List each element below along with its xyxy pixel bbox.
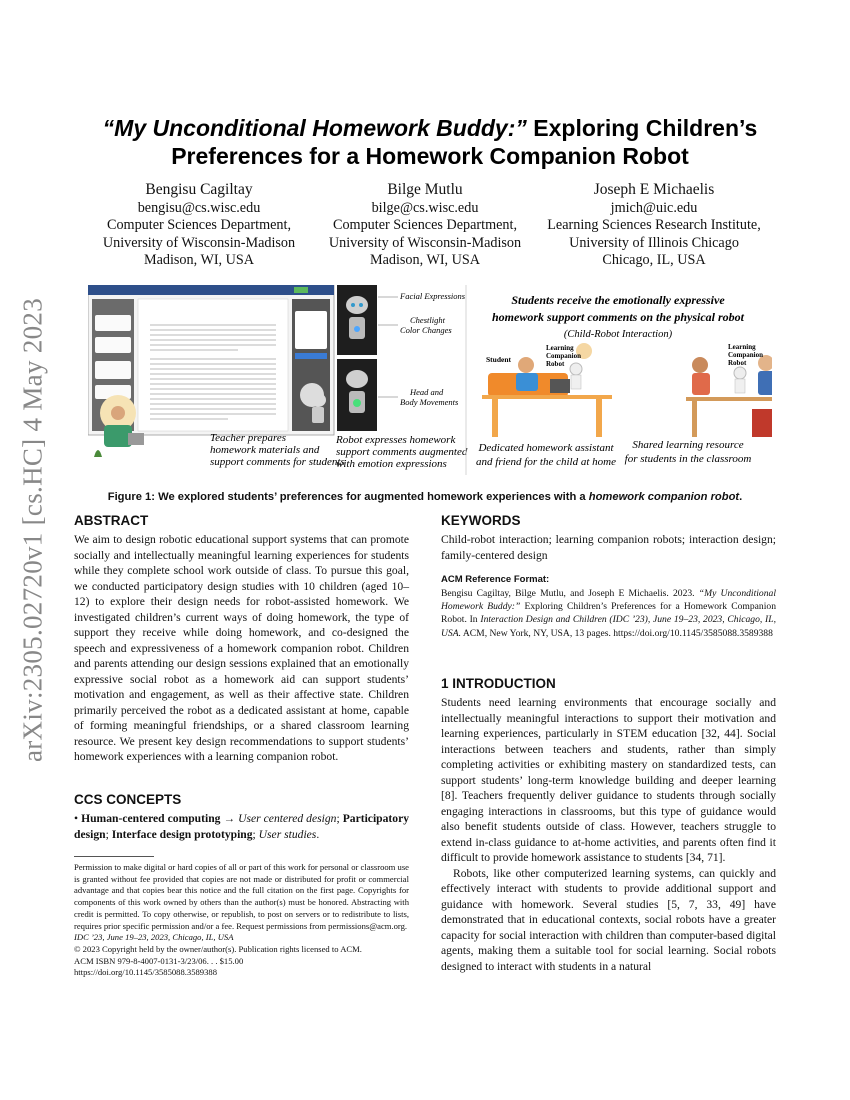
doi: https://doi.org/10.1145/3585088.3589388 (74, 967, 217, 978)
robot-line2: support comments augmented (336, 446, 468, 458)
title-line2: Preferences for a Homework Companion Robot (171, 143, 689, 169)
author-name: Bengisu Cagiltay (145, 181, 253, 198)
label-color-changes: Color Changes (400, 325, 452, 335)
right-column (441, 513, 776, 563)
left-column (74, 513, 409, 765)
author-univ: University of Illinois Chicago (569, 234, 739, 251)
author-dept: Computer Sciences Department, (333, 217, 517, 234)
author-dept: Learning Sciences Research Institute, (547, 217, 761, 234)
dedicated-line2: and friend for the child at home (476, 456, 616, 468)
abstract-heading: ABSTRACT (74, 513, 149, 528)
caption-text: Figure 1: We explored students’ preferences for augmented homework experiences with a (107, 491, 589, 503)
intro-paragraph-1: Students need learning environments that encourage socially and intellectually meaningful interactions to support their motivation and learning experiences, particularly in STEM education [32, 44]. Social interactions between teachers and students, rather than simply completing activities or exhibiting mastery on standardized tests, can support students’ long-term knowledge building and deeper learning [8]. Teachers frequently deliver guidance to students through socially engaging interactions in classrooms, but this type of guidance would also benefit students outside of class. However, teachers struggle to extend in-class guidance to at-home activities, and parents often find it difficult to provide homework assistance to students [34, 71]. (441, 696, 776, 864)
paper-title (60, 114, 800, 170)
copyright: © 2023 Copyright held by the owner/author(s). Publication rights licensed to ACM. (74, 943, 362, 954)
label-lcr-class-2: Companion (728, 351, 764, 359)
label-lcr-home-1: Learning (546, 344, 574, 352)
figure-1 (88, 285, 772, 475)
author-3 (539, 180, 769, 269)
label-body-movements: Body Movements (400, 397, 459, 407)
footnote-rule (74, 856, 154, 857)
caption-end: . (739, 491, 743, 503)
author-loc: Madison, WI, USA (143, 251, 255, 268)
keywords-text: Child-robot interaction; learning companion robots; interaction design; family-centered design (441, 533, 776, 562)
right-title-line1: Students receive the emotionally expressive (511, 293, 725, 307)
label-lcr-class-3: Robot (728, 359, 747, 367)
acm-reference (441, 574, 776, 640)
label-head: Head and (410, 387, 444, 397)
author-2 (310, 180, 540, 269)
author-name: Bilge Mutlu (387, 181, 463, 198)
author-univ: University of Wisconsin-Madison (102, 234, 296, 251)
title-rest: Exploring Children’s (526, 115, 758, 141)
ccs-heading: CCS CONCEPTS (74, 792, 182, 807)
teacher-line2: homework materials and (210, 444, 320, 456)
label-lcr-class-1: Learning (728, 343, 756, 351)
abstract-text: We aim to design robotic educational support systems that can promote socially and intellectually meaningful learning experiences for students while they complete school work outside of class. To pursue this goal, we conducted participatory design studies with 10 children (aged 10–12) to explore their design needs for robot-assisted homework. We investigated children’s current ways of doing homework, the type of support they receive while doing homework, and co-designed the speech and expressiveness of a homework companion robot. Children and parents attending our design sessions explained that an emotionally expressive social robot as a homework aid can support students’ motivation and engagement, as well as their affective state. Children primarily perceived the robot as a dedicated assistant at home, capable of forming meaningful friendships, or a shared classroom learning resource. We present key design recommendations to support students’ homework experiences with a learning companion robot. (74, 533, 409, 763)
author-email: bilge@cs.wisc.edu (371, 200, 479, 216)
label-facial-expressions: Facial Expressions (400, 291, 466, 301)
intro-heading: 1 INTRODUCTION (441, 676, 556, 691)
shared-line2: for students in the classroom (624, 453, 752, 465)
arxiv-identifier: arXiv:2305.02720v1 [cs.HC] 4 May 2023 (17, 297, 48, 763)
venue: IDC ’23, June 19–23, 2023, Chicago, IL, USA (74, 932, 234, 943)
label-student: Student (486, 355, 512, 364)
author-name: Joseph E Michaelis (593, 181, 715, 198)
arxiv-sidebar (8, 290, 58, 770)
acm-ref-text: Bengisu Cagiltay, Bilge Mutlu, and Joseph E Michaelis. 2023. “My Unconditional Homework Buddy:” Exploring Children’s Preferences for a Homework Companion Robot. In Interaction Design and Children (IDC ’23), June 19–23, 2023, Chicago, IL, USA. ACM, New York, NY, USA, 13 pages. https://doi.org/10.1145/3585088.3589388 (441, 588, 776, 639)
robot-line3: with emotion expressions (336, 458, 447, 470)
permission-text: Permission to make digital or hard copies of all or part of this work for personal or classroom use is granted without fee provided that copies are not made or distributed for profit or commercial advantage and that copies bear this notice and the full citation on the first page. Copyrights for components of this work owned by others than the author(s) must be honored. Abstracting with credit is permitted. To copy otherwise, or republish, to post on servers or to redistribute to lists, requires prior specific permission and/or a fee. Request permissions from permissions@acm.org. (74, 862, 409, 931)
title-italic: “My Unconditional Homework Buddy:” (102, 115, 527, 141)
shared-line1: Shared learning resource (632, 439, 744, 451)
permission-block (74, 856, 409, 979)
keywords-heading: KEYWORDS (441, 513, 521, 528)
ccs-section (74, 792, 409, 842)
right-title-line2: homework support comments on the physical robot (491, 310, 745, 324)
caption-italic: homework companion robot (588, 491, 740, 503)
label-lcr-home-3: Robot (546, 360, 565, 368)
classroom-scene-illustration (686, 355, 772, 437)
teacher-line1: Teacher prepares (210, 432, 287, 444)
figure-caption (60, 491, 790, 503)
robot-line1: Robot expresses homework (336, 434, 456, 446)
author-1 (84, 180, 314, 269)
acm-ref-heading: ACM Reference Format: (441, 574, 550, 585)
author-email: bengisu@cs.wisc.edu (137, 200, 261, 216)
author-univ: University of Wisconsin-Madison (328, 234, 522, 251)
ccs-text: • Human-centered computing → User centered design; Participatory design; Interface design prototyping; User studies. (74, 812, 410, 841)
dedicated-line1: Dedicated homework assistant (478, 442, 614, 454)
isbn: ACM ISBN 979-8-4007-0131-3/23/06. . . $15.00 (74, 955, 244, 966)
right-subtitle: (Child-Robot Interaction) (563, 329, 673, 340)
author-loc: Chicago, IL, USA (602, 251, 706, 268)
author-email: jmich@uic.edu (610, 200, 698, 216)
label-chestlight: Chestlight (410, 315, 445, 325)
label-lcr-home-2: Companion (546, 352, 582, 360)
teacher-line3: support comments for students (210, 456, 345, 468)
introduction (441, 676, 776, 974)
author-loc: Madison, WI, USA (369, 251, 481, 268)
author-dept: Computer Sciences Department, (107, 217, 291, 234)
intro-paragraph-2: Robots, like other computerized learning systems, can quickly and effectively interact with students to provide additional support and guidance with homework. Several studies [5, 7, 33, 49] have demonstrated that in educational contexts, social robots have a greater capacity for social interaction with children than computer-based digital agents, making them a suitable tool for social learning. Social robots designed to interact with students in a natural (441, 866, 776, 973)
